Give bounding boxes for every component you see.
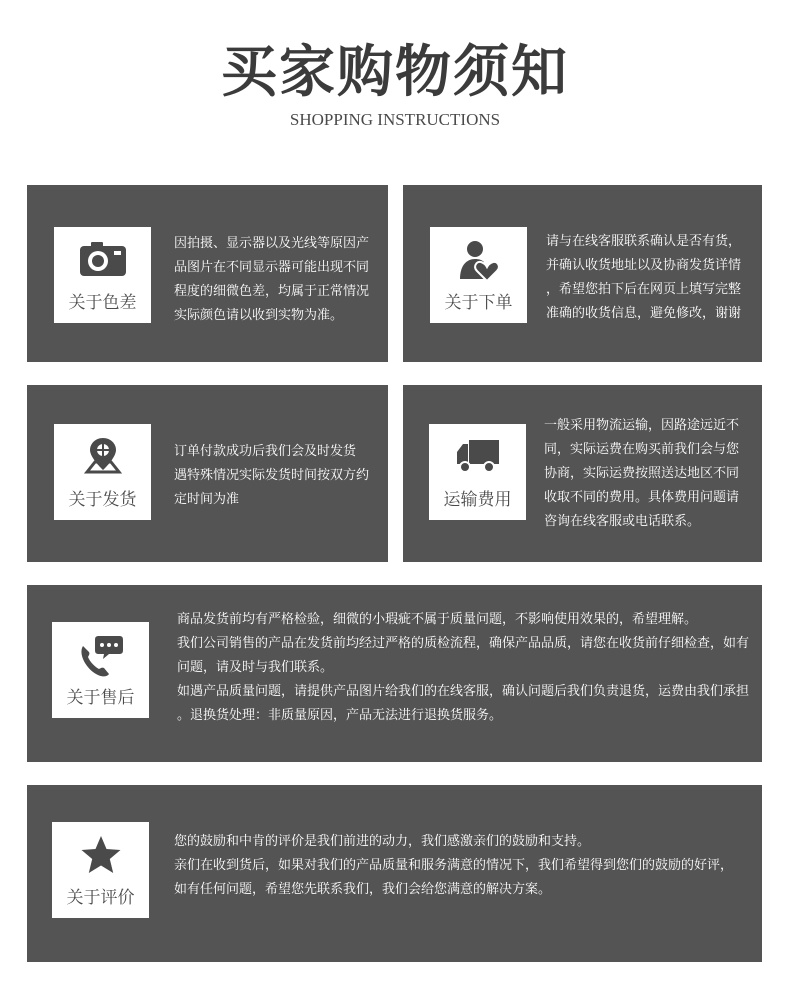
panel-text <box>546 230 741 326</box>
location-pin-icon <box>81 436 125 478</box>
truck-icon <box>455 436 501 476</box>
phone-chat-icon <box>77 634 125 678</box>
text-line: 请与在线客服联系确认是否有货， <box>546 234 742 249</box>
text-line: 收取不同的费用。具体费用问题请 <box>544 490 740 505</box>
page-subtitle: SHOPPING INSTRUCTIONS <box>289 110 501 129</box>
text-line: 准确的收货信息，避免修改，谢谢 <box>546 306 742 321</box>
star-icon <box>79 834 123 876</box>
panel-shipping <box>27 385 388 562</box>
panel-color-difference <box>27 185 388 362</box>
panel-after-sales <box>27 585 762 762</box>
text-line: 程度的细微色差，均属于正常情况 <box>174 284 370 299</box>
text-line: ，希望您拍下后在网页上填写完整 <box>546 282 742 297</box>
text-line: 亲们在收到货后，如果对我们的产品质量和服务满意的情况下，我们希望得到您们的鼓励的好评， <box>174 858 734 873</box>
badge-label: 关于色差 <box>68 293 137 313</box>
text-line: 遇特殊情况实际发货时间按双方约 <box>174 468 370 483</box>
text-line: 并确认收货地址以及协商发货详情 <box>546 258 742 273</box>
camera-icon <box>78 239 128 279</box>
text-line: 商品发货前均有严格检验，细微的小瑕疵不属于质量问题，不影响使用效果的，希望理解。 <box>177 612 698 627</box>
after-sales-badge <box>52 622 149 718</box>
reviews-badge <box>52 822 149 918</box>
badge-label: 关于售后 <box>66 688 135 708</box>
text-line: 您的鼓励和中肯的评价是我们前进的动力，我们感激亲们的鼓励和支持。 <box>174 834 591 849</box>
text-line: 实际颜色请以收到实物为准。 <box>174 308 344 323</box>
badge-label: 关于评价 <box>66 888 135 908</box>
panel-text <box>544 414 739 534</box>
text-line: 我们公司销售的产品在发货前均经过严格的质检流程，确保产品品质，请您在收货前仔细检查，如有 <box>177 636 750 651</box>
text-line: 同，实际运费在购买前我们会与您 <box>544 442 740 457</box>
panel-text <box>174 232 369 328</box>
text-line: 因拍摄、显示器以及光线等原因产 <box>174 236 370 251</box>
text-line: 如遇产品质量问题，请提供产品图片给我们的在线客服，确认问题后我们负责退货，运费由我们承担 <box>177 684 750 699</box>
badge-label: 运输费用 <box>443 490 512 510</box>
text-line: 一般采用物流运输，因路途远近不 <box>544 418 740 433</box>
shipping-badge <box>54 424 151 520</box>
badge-label: 关于下单 <box>444 293 513 313</box>
ordering-badge <box>430 227 527 323</box>
panel-ordering <box>403 185 762 362</box>
panel-freight <box>403 385 762 562</box>
panel-text <box>177 608 749 728</box>
freight-badge <box>429 424 526 520</box>
badge-label: 关于发货 <box>68 490 137 510</box>
color-difference-badge <box>54 227 151 323</box>
panel-text <box>174 830 733 902</box>
text-line: 定时间为准 <box>174 492 240 507</box>
text-line: 问题，请及时与我们联系。 <box>177 660 334 675</box>
text-line: 协商，实际运费按照送达地区不同 <box>544 466 740 481</box>
page-title: 买家购物须知 <box>221 40 569 105</box>
text-line: 如有任何问题，希望您先联系我们，我们会给您满意的解决方案。 <box>174 882 552 897</box>
text-line: 订单付款成功后我们会及时发货 <box>174 444 357 459</box>
panel-reviews <box>27 785 762 962</box>
user-heart-icon <box>457 239 501 283</box>
text-line: 。退换货处理：非质量原因，产品无法进行退换货服务。 <box>177 708 503 723</box>
text-line: 咨询在线客服或电话联系。 <box>544 514 701 529</box>
text-line: 品图片在不同显示器可能出现不同 <box>174 260 370 275</box>
panel-text <box>174 440 369 512</box>
